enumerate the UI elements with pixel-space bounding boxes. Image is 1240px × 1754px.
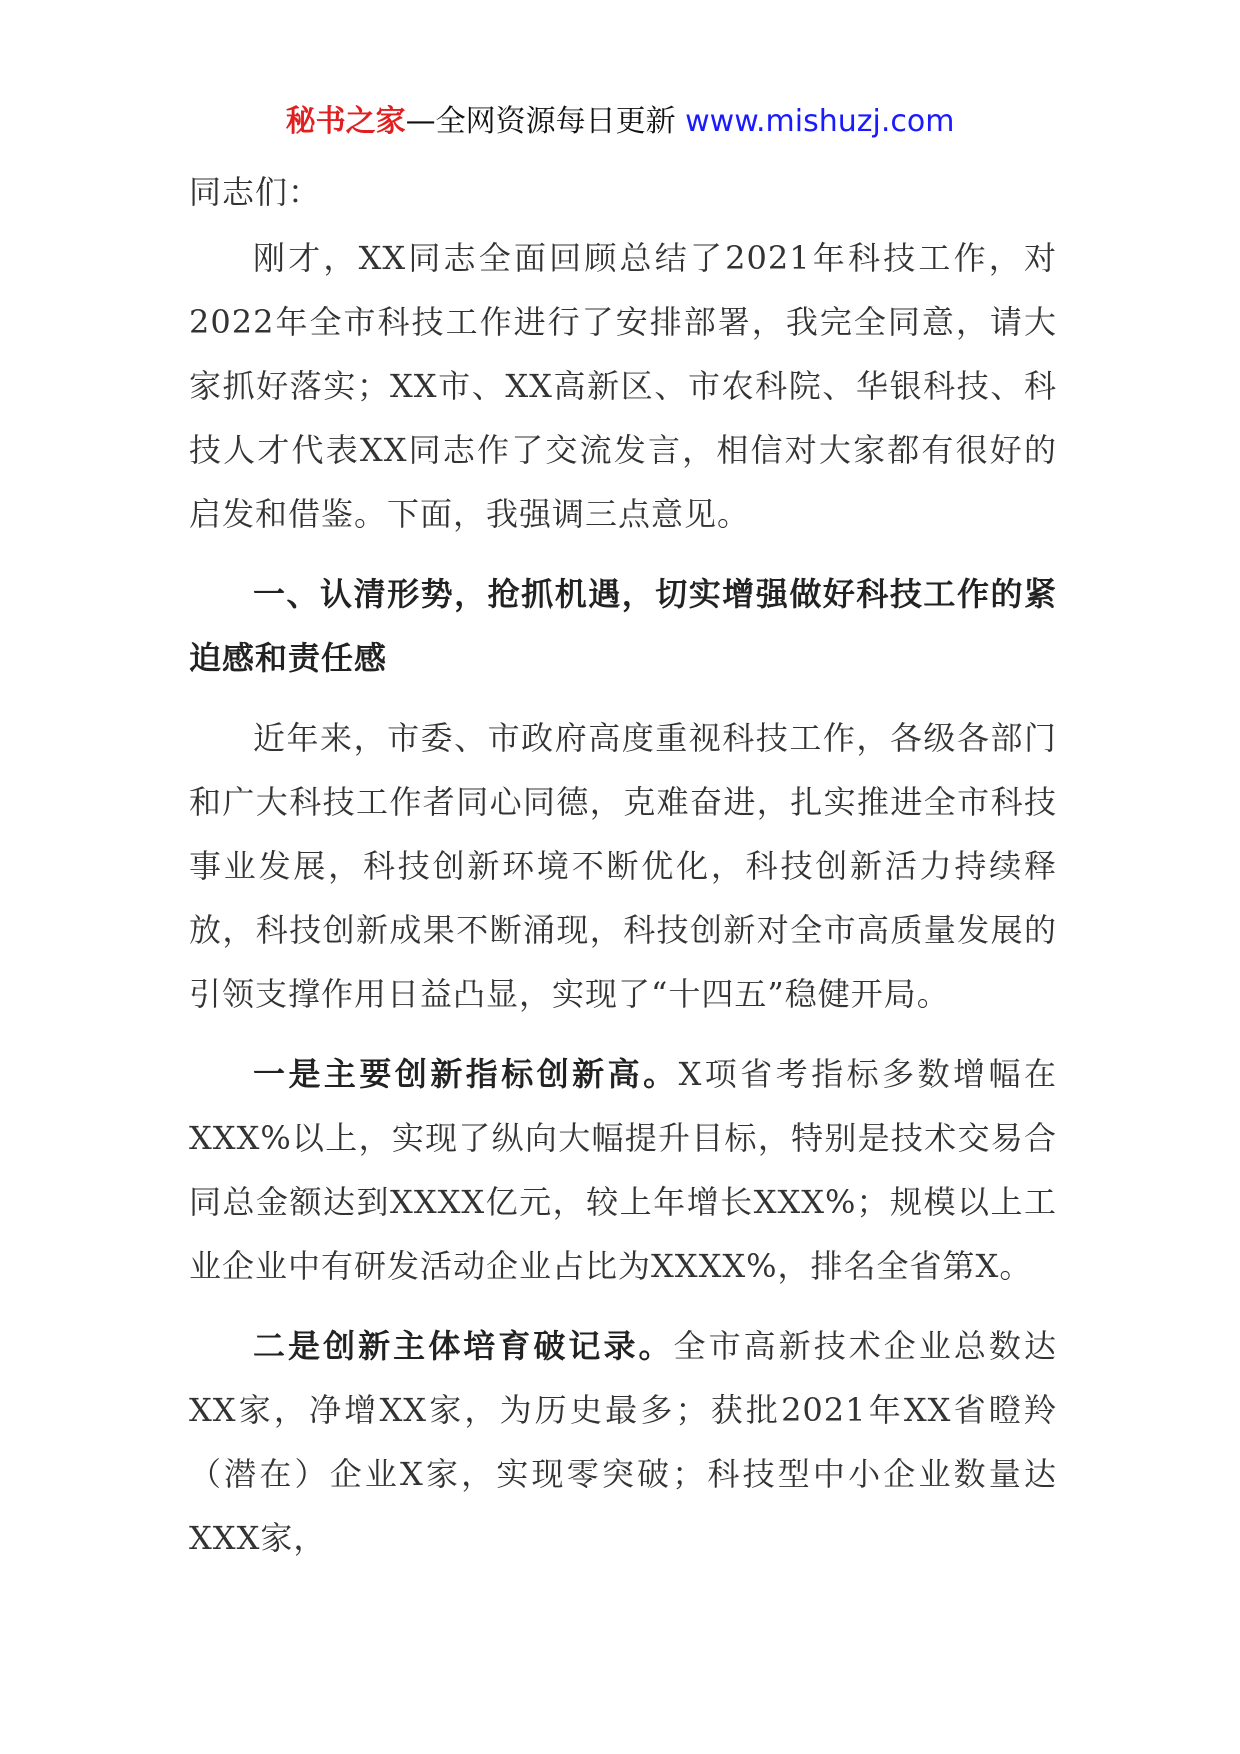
paragraph-indicators-lead: 一是主要创新指标创新高。	[253, 1055, 679, 1093]
site-url-link[interactable]: www.mishuzj.com	[685, 104, 955, 139]
site-header	[0, 100, 1240, 144]
paragraph-indicators	[189, 1042, 1057, 1298]
paragraph-enterprises-body: 全市高新技术企业总数达XX家，净增XX家，为历史最多；获批2021年XX省瞪羚（潜在）企业X家，实现零突破；科技型中小企业数量达XXX家，	[189, 1327, 1057, 1557]
section-heading-1: 一、认清形势，抢抓机遇，切实增强做好科技工作的紧迫感和责任感	[189, 575, 1057, 677]
site-brand: 秘书之家	[285, 104, 406, 139]
paragraph-intro: 刚才，XX同志全面回顾总结了2021年科技工作，对2022年全市科技工作进行了安排部署，我完全同意，请大家抓好落实；XX市、XX高新区、市农科院、华银科技、科技人才代表XX同志作了交流发言，相信对大家都有很好的启发和借鉴。下面，我强调三点意见。	[189, 239, 1057, 533]
paragraph-situation: 近年来，市委、市政府高度重视科技工作，各级各部门和广大科技工作者同心同德，克难奋进，扎实推进全市科技事业发展，科技创新环境不断优化，科技创新活力持续释放，科技创新成果不断涌现，科技创新对全市高质量发展的引领支撑作用日益凸显，实现了“十四五”稳健开局。	[189, 719, 1057, 1013]
greeting: 同志们：	[189, 173, 322, 211]
paragraph-indicators-body: X项省考指标多数增幅在XXX%以上，实现了纵向大幅提升目标，特别是技术交易合同总金额达到XXXX亿元，较上年增长XXX%；规模以上工业企业中有研发活动企业占比为XXXX%，排名全省第X。	[189, 1055, 1057, 1285]
document-body	[189, 160, 1057, 1586]
paragraph-enterprises-lead: 二是创新主体培育破记录。	[253, 1327, 674, 1365]
paragraph-enterprises	[189, 1314, 1057, 1570]
site-tagline: —全网资源每日更新	[405, 104, 686, 139]
